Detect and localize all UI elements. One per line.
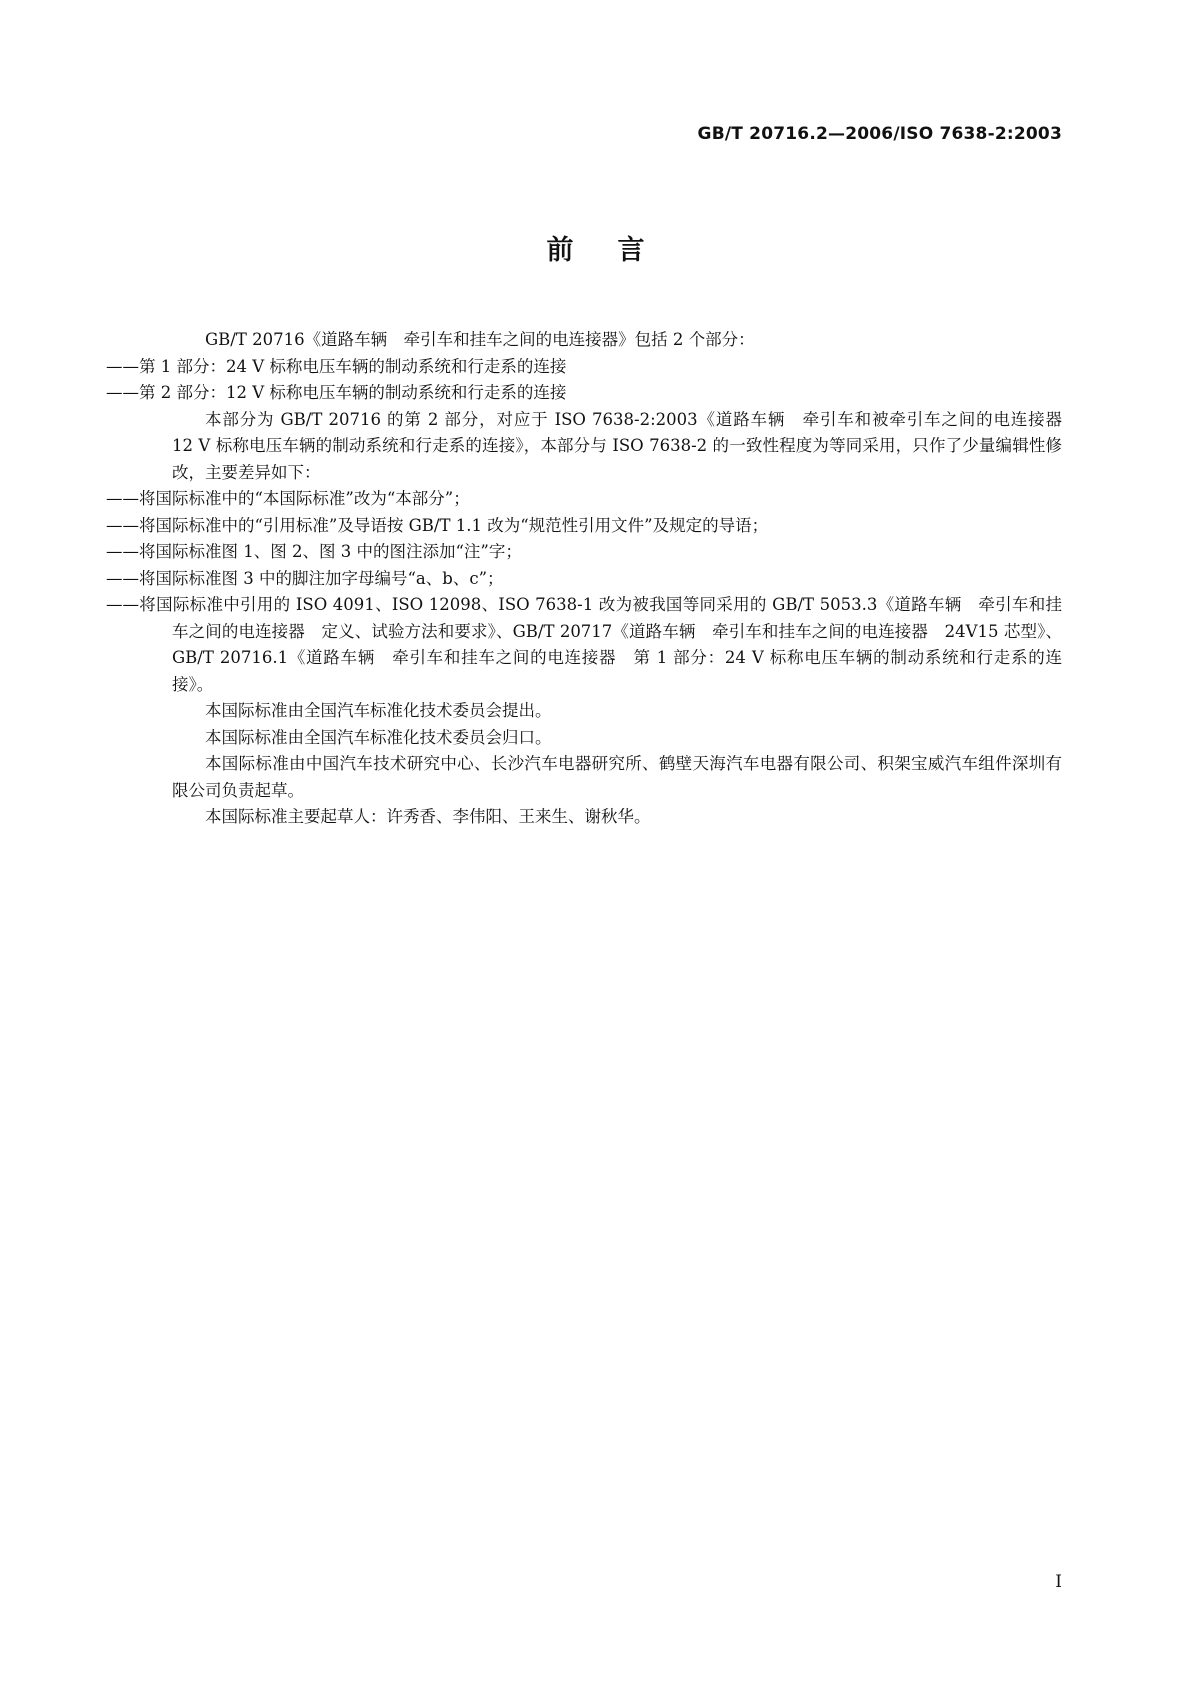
- page-title: 前言: [546, 235, 689, 266]
- correspondence-paragraph: 本部分为 GB/T 20716 的第 2 部分，对应于 ISO 7638-2:2003《道路车辆 牵引车和被牵引车之间的电连接器 12 V 标称电压车辆的制动系统和行走系的连接》，本部分与 ISO 7638-2 的一致性程度为等同采用，只作了少量编辑性修改，主要差异如下：: [172, 409, 1079, 482]
- closing-paragraph: 本国际标准由全国汽车标准化技术委员会提出。: [205, 701, 552, 720]
- foreword-body: [106, 327, 1079, 831]
- difference-item: ——将国际标准图 1、图 2、图 3 中的图注添加“注”字；: [106, 542, 522, 561]
- intro-paragraph: GB/T 20716《道路车辆 牵引车和挂车之间的电连接器》包括 2 个部分：: [205, 330, 755, 349]
- difference-item: ——将国际标准中的“本国际标准”改为“本部分”；: [106, 489, 470, 508]
- difference-item: ——将国际标准中引用的 ISO 4091、ISO 12098、ISO 7638-1 改为被我国等同采用的 GB/T 5053.3《道路车辆 牵引车和挂车之间的电连接器 定义、试验方法和要求》、GB/T 20717《道路车辆 牵引车和挂车之间的电连接器 24V15 芯型》、GB/T 20716.1《道路车辆 牵引车和挂车之间的电连接器 第 1 部分：24 V 标称电压车辆的制动系统和行走系的连接》。: [106, 595, 1062, 694]
- closing-paragraph: 本国际标准由中国汽车技术研究中心、长沙汽车电器研究所、鹤壁天海汽车电器有限公司、积架宝威汽车组件深圳有限公司负责起草。: [172, 754, 1062, 800]
- closing-paragraph: 本国际标准主要起草人：许秀香、李伟阳、王来生、谢秋华。: [205, 807, 651, 826]
- part-item: ——第 1 部分：24 V 标称电压车辆的制动系统和行走系的连接: [106, 356, 567, 376]
- page-number: I: [1055, 1572, 1062, 1592]
- difference-item: ——将国际标准图 3 中的脚注加字母编号“a、b、c”；: [106, 568, 504, 588]
- standard-code: GB/T 20716.2—2006/ISO 7638-2:2003: [697, 124, 1062, 144]
- part-item: ——第 2 部分：12 V 标称电压车辆的制动系统和行走系的连接: [106, 383, 567, 402]
- closing-paragraph: 本国际标准由全国汽车标准化技术委员会归口。: [205, 727, 552, 747]
- difference-item: ——将国际标准中的“引用标准”及导语按 GB/T 1.1 改为“规范性引用文件”及规定的导语；: [106, 515, 769, 535]
